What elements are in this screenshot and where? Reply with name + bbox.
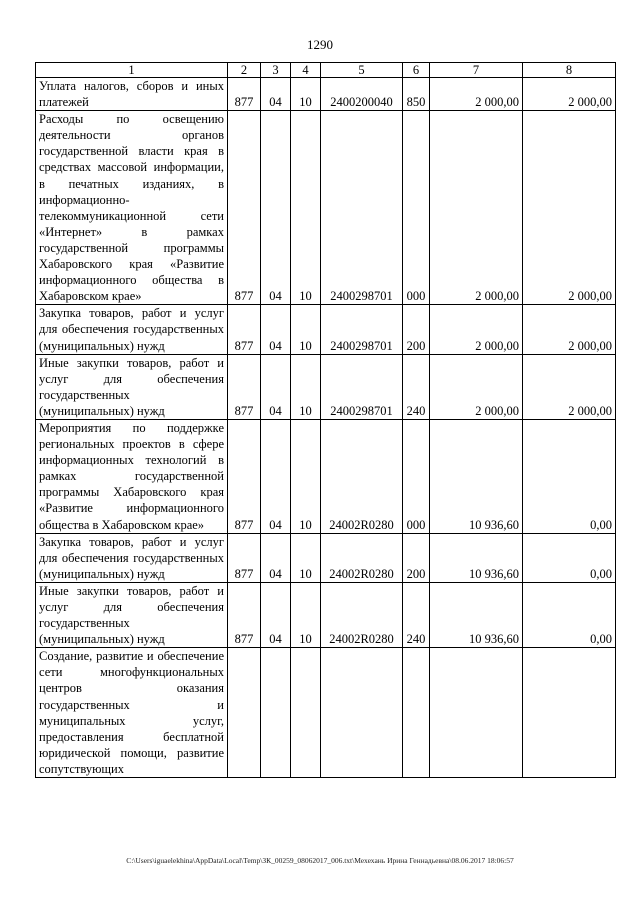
row-description: Иные закупки товаров, работ и услуг для обеспечения государственных (муниципальных) нужд: [36, 354, 228, 419]
header-col-5: 5: [321, 63, 403, 78]
row-description: Расходы по освещению деятельности органов государственной власти края в средствах массовой информации, в печатных изданиях, в информационно-телекоммуникационной сети «Интернет» в рамках государственной программы Хабаровского края «Развитие информационного общества в Хабаровском крае»: [36, 111, 228, 305]
row-description: Закупка товаров, работ и услуг для обеспечения государственных (муниципальных) нужд: [36, 533, 228, 582]
header-col-2: 2: [228, 63, 261, 78]
header-col-4: 4: [291, 63, 321, 78]
row-col-5: 2400298701: [321, 305, 403, 354]
row-col-8: 0,00: [523, 582, 616, 647]
row-col-7: [430, 648, 523, 778]
row-description: Иные закупки товаров, работ и услуг для обеспечения государственных (муниципальных) нужд: [36, 582, 228, 647]
row-col-8: 2 000,00: [523, 111, 616, 305]
row-description: Создание, развитие и обеспечение сети многофункциональных центров оказания государственных и муниципальных услуг, предоставления бесплатной юридической помощи, развитие сопутствующих: [36, 648, 228, 778]
row-col-6: 850: [403, 78, 430, 111]
row-col-4: 10: [291, 582, 321, 647]
row-col-4: 10: [291, 533, 321, 582]
page-number: 1290: [307, 37, 333, 52]
row-col-3: 04: [261, 111, 291, 305]
row-col-7: 10 936,60: [430, 582, 523, 647]
row-col-2: [228, 648, 261, 778]
header-col-7: 7: [430, 63, 523, 78]
row-col-7: 10 936,60: [430, 533, 523, 582]
row-col-8: 0,00: [523, 419, 616, 533]
row-description: Уплата налогов, сборов и иных платежей: [36, 78, 228, 111]
row-col-4: 10: [291, 111, 321, 305]
row-description: Мероприятия по поддержке региональных проектов в сфере информационных технологий в рамках государственной программы Хабаровского края «Развитие информационного общества в Хабаровском крае»: [36, 419, 228, 533]
row-col-7: 2 000,00: [430, 354, 523, 419]
row-col-4: 10: [291, 305, 321, 354]
table-row: [36, 305, 616, 354]
row-col-8: 2 000,00: [523, 354, 616, 419]
row-col-8: 0,00: [523, 533, 616, 582]
header-col-6: 6: [403, 63, 430, 78]
table-row: [36, 419, 616, 533]
row-col-7: 2 000,00: [430, 111, 523, 305]
row-col-3: 04: [261, 305, 291, 354]
table-row: [36, 533, 616, 582]
row-col-3: 04: [261, 354, 291, 419]
budget-table: [35, 62, 616, 778]
row-col-5: [321, 648, 403, 778]
row-description: Закупка товаров, работ и услуг для обеспечения государственных (муниципальных) нужд: [36, 305, 228, 354]
row-col-6: 200: [403, 533, 430, 582]
row-col-5: 2400298701: [321, 111, 403, 305]
row-col-4: 10: [291, 419, 321, 533]
row-col-5: 24002R0280: [321, 533, 403, 582]
row-col-6: 000: [403, 419, 430, 533]
table-row: [36, 648, 616, 778]
table-row: [36, 111, 616, 305]
row-col-2: 877: [228, 78, 261, 111]
row-col-2: 877: [228, 305, 261, 354]
row-col-6: 000: [403, 111, 430, 305]
header-col-1: 1: [36, 63, 228, 78]
row-col-3: 04: [261, 419, 291, 533]
row-col-6: 200: [403, 305, 430, 354]
row-col-6: 240: [403, 582, 430, 647]
row-col-8: 2 000,00: [523, 305, 616, 354]
table-row: [36, 354, 616, 419]
row-col-3: 04: [261, 533, 291, 582]
row-col-5: 24002R0280: [321, 582, 403, 647]
row-col-7: 2 000,00: [430, 305, 523, 354]
table-row: [36, 78, 616, 111]
row-col-2: 877: [228, 533, 261, 582]
row-col-3: 04: [261, 78, 291, 111]
row-col-8: 2 000,00: [523, 78, 616, 111]
row-col-3: [261, 648, 291, 778]
footer-file-path: C:\Users\iguaelekhina\AppData\Local\Temp\ЗК_00259_08062017_006.txt\Мехехань Ирина Геннадьевна\08.06.2017 18:06:57: [126, 856, 514, 865]
header-col-3: 3: [261, 63, 291, 78]
row-col-2: 877: [228, 354, 261, 419]
row-col-5: 24002R0280: [321, 419, 403, 533]
row-col-2: 877: [228, 111, 261, 305]
header-col-8: 8: [523, 63, 616, 78]
row-col-3: 04: [261, 582, 291, 647]
row-col-4: 10: [291, 78, 321, 111]
table-row: [36, 582, 616, 647]
row-col-6: [403, 648, 430, 778]
row-col-5: 2400298701: [321, 354, 403, 419]
row-col-2: 877: [228, 419, 261, 533]
row-col-4: [291, 648, 321, 778]
row-col-2: 877: [228, 582, 261, 647]
row-col-5: 2400200040: [321, 78, 403, 111]
header-row: [36, 63, 616, 78]
row-col-7: 2 000,00: [430, 78, 523, 111]
row-col-6: 240: [403, 354, 430, 419]
row-col-7: 10 936,60: [430, 419, 523, 533]
row-col-4: 10: [291, 354, 321, 419]
row-col-8: [523, 648, 616, 778]
